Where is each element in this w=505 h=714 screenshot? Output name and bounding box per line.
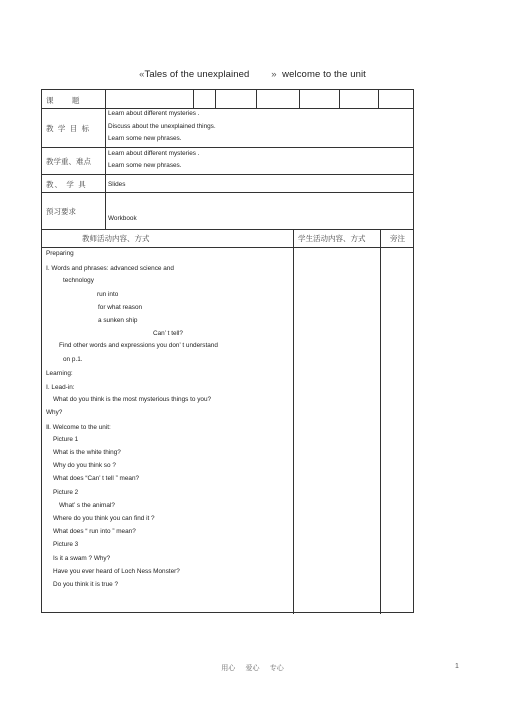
content-line: Where do you think you can find it ? xyxy=(53,515,155,522)
col-divider xyxy=(215,90,216,108)
content-line: Have you ever heard of Loch Ness Monster? xyxy=(53,568,180,575)
keypoint-item: Learn some new phrases. xyxy=(108,162,182,169)
content-line: Why do you think so ? xyxy=(53,462,116,469)
content-line: Picture 1 xyxy=(53,436,79,443)
content-line: Find other words and expressions you don’ t understand xyxy=(59,342,218,349)
document-title xyxy=(0,69,505,80)
col-divider xyxy=(299,90,300,108)
content-line: Ⅱ. Welcome to the unit: xyxy=(46,424,111,431)
goal-item: Learn some new phrases. xyxy=(108,135,182,142)
content-line: What is the white thing? xyxy=(53,449,121,456)
row-divider xyxy=(42,174,413,175)
row-divider xyxy=(42,229,413,230)
topic-label: 课 题 xyxy=(46,96,88,105)
col-divider xyxy=(293,229,294,614)
content-line: Learning: xyxy=(46,370,73,377)
row-divider xyxy=(42,247,413,248)
content-line: on p.1. xyxy=(63,356,83,363)
col-divider xyxy=(339,90,340,108)
page-number: 1 xyxy=(455,663,459,670)
col-divider xyxy=(378,90,379,108)
content-line: Why? xyxy=(46,409,63,416)
content-line: Picture 3 xyxy=(53,541,79,548)
goals-label: 教 学 目 标 xyxy=(46,124,91,133)
content-line: What does “Can’ t tell ” mean? xyxy=(53,475,140,482)
content-line: Preparing xyxy=(46,250,74,257)
row-divider xyxy=(42,192,413,193)
goal-item: Learn about different mysteries . xyxy=(108,110,200,117)
content-line: run into xyxy=(97,291,119,298)
preview-value: Workbook xyxy=(108,215,137,222)
content-line: Can’ t tell? xyxy=(153,330,183,337)
title-main: Tales of the unexplained xyxy=(144,69,250,80)
col-divider xyxy=(193,90,194,108)
goal-item: Discuss about the unexplained things. xyxy=(108,123,216,130)
keypoints-label: 教学重、难点 xyxy=(46,157,91,166)
content-line: Ⅰ. Words and phrases: advanced science and xyxy=(46,265,174,272)
content-line: for what reason xyxy=(98,304,143,311)
lesson-plan-table xyxy=(41,89,414,613)
page-footer: 用心 爱心 专心 xyxy=(221,664,284,672)
tools-label: 教、 学 具 xyxy=(46,180,87,189)
col-header-note: 旁注 xyxy=(390,234,405,243)
content-line: What does “ run into ” mean? xyxy=(53,528,136,535)
col-header-student: 学生活动内容、方式 xyxy=(298,234,366,243)
preview-label: 预习要求 xyxy=(46,207,76,216)
col-divider xyxy=(380,229,381,614)
col-divider xyxy=(256,90,257,108)
content-line: Ⅰ. Lead-in: xyxy=(46,384,75,391)
row-divider xyxy=(42,147,413,148)
content-line: What do you think is the most mysterious things to you? xyxy=(53,396,212,403)
content-line: What’ s the animal? xyxy=(59,502,115,509)
content-line: technology xyxy=(63,277,94,284)
title-unit: welcome to the unit xyxy=(282,69,366,80)
col-divider xyxy=(105,90,106,229)
content-line: Is it a swam ? Why? xyxy=(53,555,111,562)
content-line: Do you think it is true ? xyxy=(53,581,119,588)
content-line: Picture 2 xyxy=(53,489,79,496)
open-quote: « xyxy=(139,69,145,80)
row-divider xyxy=(42,108,413,109)
col-header-teacher: 教师活动内容、方式 xyxy=(82,234,150,243)
close-quote: » xyxy=(271,69,277,80)
tools-value: Slides xyxy=(108,181,126,188)
content-line: a sunken ship xyxy=(98,317,138,324)
keypoint-item: Learn about different mysteries . xyxy=(108,150,200,157)
